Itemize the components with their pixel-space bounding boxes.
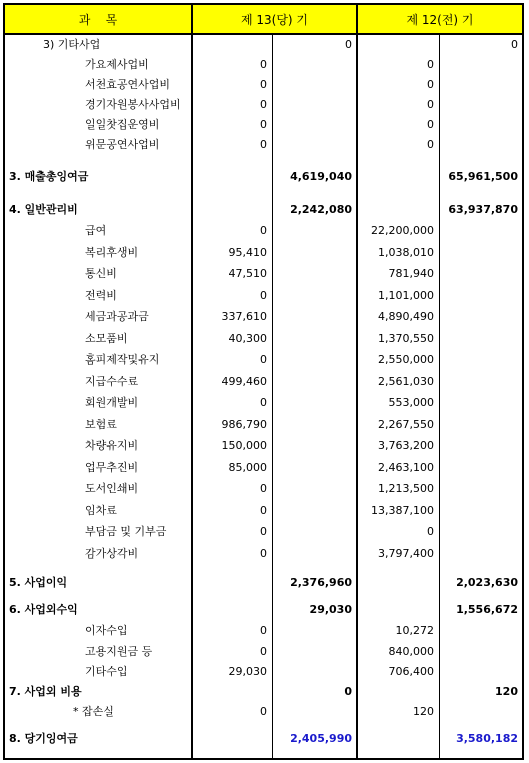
row-value-c3: 2,463,100 xyxy=(378,461,434,474)
row-label: 기타수입 xyxy=(85,665,128,678)
row-label: 복리후생비 xyxy=(85,246,139,259)
table-row xyxy=(5,394,522,412)
row-value-c3: 0 xyxy=(427,78,434,91)
row-value-c3: 1,370,550 xyxy=(378,332,434,345)
row-label: 업무추진비 xyxy=(85,461,139,474)
row-label: 차량유지비 xyxy=(85,439,139,452)
row-value-c1: 0 xyxy=(260,58,267,71)
row-value-c3: 0 xyxy=(427,138,434,151)
row-value-c3: 1,038,010 xyxy=(378,246,434,259)
table-row xyxy=(5,222,522,240)
row-label: 일일찻집운영비 xyxy=(85,118,160,131)
row-value-c1: 0 xyxy=(260,482,267,495)
row-value-c1: 0 xyxy=(260,289,267,302)
row-label: 급여 xyxy=(85,224,107,237)
row-value-c4: 65,961,500 xyxy=(448,170,518,183)
row-label: 전력비 xyxy=(85,289,117,302)
row-value-c2: 2,405,990 xyxy=(290,732,352,745)
row-value-c1: 0 xyxy=(260,224,267,237)
row-label: 6. 사업외수익 xyxy=(9,603,78,616)
row-value-c3: 0 xyxy=(427,58,434,71)
row-value-c3: 2,267,550 xyxy=(378,418,434,431)
row-value-c2: 29,030 xyxy=(309,603,352,616)
table-row xyxy=(5,168,522,186)
header-previous-period xyxy=(358,5,522,35)
table-row xyxy=(5,545,522,563)
table-row xyxy=(5,574,522,592)
row-label: 이자수입 xyxy=(85,624,128,637)
table-row xyxy=(5,730,522,748)
row-value-c3: 1,101,000 xyxy=(378,289,434,302)
table-row xyxy=(5,459,522,477)
row-label: 4. 일반관리비 xyxy=(9,203,78,216)
row-value-c1: 95,410 xyxy=(228,246,267,259)
row-label: 5. 사업이익 xyxy=(9,576,68,589)
row-label: 부담금 및 기부금 xyxy=(85,525,167,538)
row-value-c3: 3,797,400 xyxy=(378,547,434,560)
table-row xyxy=(5,480,522,498)
table-row xyxy=(5,502,522,520)
row-value-c3: 22,200,000 xyxy=(371,224,434,237)
row-value-c3: 1,213,500 xyxy=(378,482,434,495)
row-label: 7. 사업외 비용 xyxy=(9,685,82,698)
header-current-period xyxy=(193,5,356,35)
row-value-c1: 47,510 xyxy=(228,267,267,280)
row-value-c3: 0 xyxy=(427,98,434,111)
row-value-c3: 0 xyxy=(427,525,434,538)
row-label: 홈피제작및유지 xyxy=(85,353,160,366)
header-subject-label: 과 목 xyxy=(78,12,118,27)
row-value-c1: 499,460 xyxy=(221,375,267,388)
row-value-c3: 0 xyxy=(427,118,434,131)
row-value-c3: 2,550,000 xyxy=(378,353,434,366)
row-label: 고용지원금 등 xyxy=(85,645,153,658)
row-value-c4: 2,023,630 xyxy=(456,576,518,589)
row-label: * 잡손실 xyxy=(73,705,114,718)
row-value-c1: 0 xyxy=(260,504,267,517)
row-value-c1: 0 xyxy=(260,78,267,91)
row-label: 경기자원봉사사업비 xyxy=(85,98,181,111)
table-row xyxy=(5,36,522,54)
row-value-c2: 0 xyxy=(344,685,352,698)
row-label: 소모품비 xyxy=(85,332,128,345)
table-row xyxy=(5,351,522,369)
row-value-c3: 840,000 xyxy=(388,645,434,658)
table-row xyxy=(5,643,522,661)
row-value-c1: 0 xyxy=(260,396,267,409)
table-row xyxy=(5,244,522,262)
header-subject xyxy=(5,5,191,35)
row-value-c1: 0 xyxy=(260,547,267,560)
row-label: 8. 당기잉여금 xyxy=(9,732,78,745)
row-value-c1: 150,000 xyxy=(221,439,267,452)
row-value-c1: 986,790 xyxy=(221,418,267,431)
header-previous-label: 제 12(전) 기 xyxy=(406,12,474,27)
row-value-c1: 29,030 xyxy=(228,665,267,678)
row-label: 회원개발비 xyxy=(85,396,139,409)
row-value-c2: 2,242,080 xyxy=(290,203,352,216)
row-label: 도서인쇄비 xyxy=(85,482,139,495)
table-row xyxy=(5,373,522,391)
table-row xyxy=(5,523,522,541)
table-row xyxy=(5,136,522,154)
row-label: 지급수수료 xyxy=(85,375,139,388)
table-row xyxy=(5,56,522,74)
row-value-c3: 553,000 xyxy=(388,396,434,409)
row-value-c1: 0 xyxy=(260,118,267,131)
row-value-c4: 120 xyxy=(495,685,518,698)
row-value-c3: 706,400 xyxy=(388,665,434,678)
row-value-c1: 0 xyxy=(260,98,267,111)
row-value-c2: 4,619,040 xyxy=(290,170,352,183)
table-row xyxy=(5,265,522,283)
table-row xyxy=(5,601,522,619)
row-label: 세금과공과금 xyxy=(85,310,149,323)
row-value-c3: 4,890,490 xyxy=(378,310,434,323)
row-value-c3: 2,561,030 xyxy=(378,375,434,388)
row-label: 가요제사업비 xyxy=(85,58,149,71)
table-row xyxy=(5,116,522,134)
row-value-c3: 10,272 xyxy=(395,624,434,637)
row-value-c2: 0 xyxy=(345,38,352,51)
row-label: 3) 기타사업 xyxy=(43,38,101,51)
row-value-c1: 337,610 xyxy=(221,310,267,323)
table-row xyxy=(5,96,522,114)
row-label: 서천효공연사업비 xyxy=(85,78,171,91)
row-value-c1: 85,000 xyxy=(228,461,267,474)
table-row xyxy=(5,703,522,721)
row-value-c1: 0 xyxy=(260,353,267,366)
row-value-c2: 2,376,960 xyxy=(290,576,352,589)
row-value-c4: 63,937,870 xyxy=(448,203,518,216)
row-value-c3: 13,387,100 xyxy=(371,504,434,517)
row-value-c1: 0 xyxy=(260,645,267,658)
row-value-c1: 0 xyxy=(260,138,267,151)
row-value-c1: 0 xyxy=(260,525,267,538)
row-value-c1: 0 xyxy=(260,624,267,637)
row-label: 보험료 xyxy=(85,418,117,431)
table-row xyxy=(5,330,522,348)
header-current-label: 제 13(당) 기 xyxy=(240,12,309,27)
table-row xyxy=(5,308,522,326)
table-row xyxy=(5,437,522,455)
row-value-c4: 3,580,182 xyxy=(456,732,518,745)
table-row xyxy=(5,663,522,681)
row-label: 3. 매출총잉여금 xyxy=(9,170,89,183)
row-label: 통신비 xyxy=(85,267,117,280)
row-value-c3: 781,940 xyxy=(388,267,434,280)
table-row xyxy=(5,287,522,305)
row-label: 위문공연사업비 xyxy=(85,138,160,151)
row-value-c1: 40,300 xyxy=(228,332,267,345)
financial-statement-table xyxy=(3,3,524,760)
table-row xyxy=(5,76,522,94)
table-row xyxy=(5,201,522,219)
table-row xyxy=(5,683,522,701)
row-label: 임차료 xyxy=(85,504,117,517)
row-value-c3: 3,763,200 xyxy=(378,439,434,452)
table-row xyxy=(5,416,522,434)
row-value-c4: 1,556,672 xyxy=(456,603,518,616)
row-value-c3: 120 xyxy=(413,705,434,718)
table-row xyxy=(5,622,522,640)
row-value-c4: 0 xyxy=(511,38,518,51)
row-label: 감가상각비 xyxy=(85,547,139,560)
row-value-c1: 0 xyxy=(260,705,267,718)
